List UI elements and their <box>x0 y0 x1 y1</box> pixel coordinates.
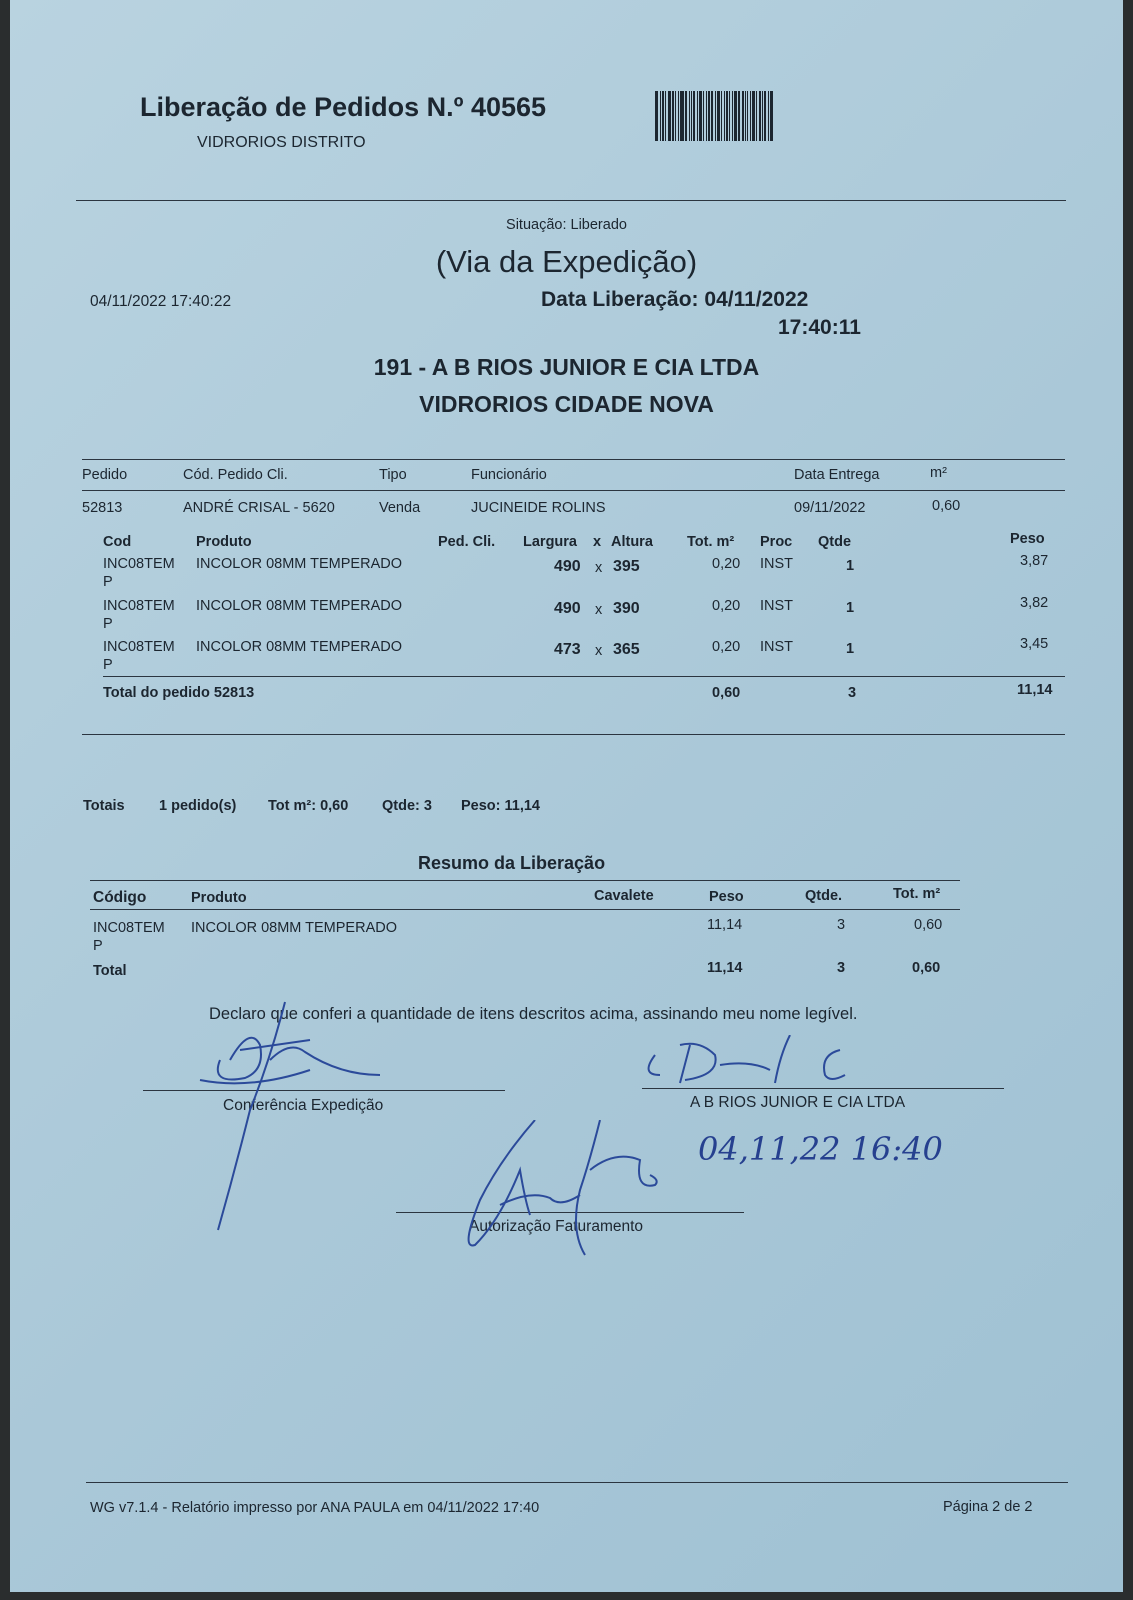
resumo-produto: INCOLOR 08MM TEMPERADO <box>191 920 397 936</box>
col-header-pedido: Pedido <box>82 467 128 483</box>
barcode-bar <box>678 91 679 141</box>
item-header-ped-cli: Ped. Cli. <box>438 534 496 550</box>
document-page <box>10 0 1123 1592</box>
item-header-produto: Produto <box>196 534 252 550</box>
resumo-header-peso: Peso <box>709 889 744 905</box>
pedido-m2: 0,60 <box>932 498 961 514</box>
barcode-bar <box>762 91 763 141</box>
resumo-total-label: Total <box>93 963 127 979</box>
situacao: Situação: Liberado <box>506 217 627 233</box>
pedido-numero: 52813 <box>82 500 123 516</box>
col-header-data-entrega: Data Entrega <box>794 467 880 483</box>
barcode <box>655 91 825 141</box>
footer-printed-by: WG v7.1.4 - Relatório impresso por ANA PAULA em 04/11/2022 17:40 <box>90 1500 540 1516</box>
pedido-funcionario: JUCINEIDE ROLINS <box>471 500 606 516</box>
item-header-cod: Cod <box>103 534 132 550</box>
item-peso: 3,87 <box>1020 553 1049 569</box>
resumo-tot-m2: 0,60 <box>914 917 943 933</box>
resumo-header-codigo: Código <box>93 889 147 906</box>
pedido-total-qtde: 3 <box>848 685 857 701</box>
barcode-bar <box>715 91 716 141</box>
item-x: x <box>595 560 603 576</box>
item-tot-m2: 0,20 <box>712 639 741 655</box>
item-produto: INCOLOR 08MM TEMPERADO <box>196 598 402 614</box>
col-header-m2: m² <box>930 465 947 481</box>
totais-qtde: Qtde: 3 <box>382 798 432 814</box>
barcode-bar <box>759 91 761 141</box>
barcode-bar <box>697 91 698 141</box>
barcode-bar <box>685 91 687 141</box>
totais-pedidos: 1 pedido(s) <box>159 798 237 814</box>
barcode-bar <box>724 91 725 141</box>
pedido-total-label: Total do pedido 52813 <box>103 685 255 701</box>
item-proc: INST <box>760 598 794 614</box>
barcode-bar <box>742 91 744 141</box>
signature-label-cliente: A B RIOS JUNIOR E CIA LTDA <box>690 1094 906 1111</box>
item-header-qtde: Qtde <box>818 534 852 550</box>
barcode-bar <box>655 91 658 141</box>
item-qtde: 1 <box>846 600 855 616</box>
item-tot-m2: 0,20 <box>712 556 741 572</box>
signature-conferencia <box>190 1000 390 1240</box>
barcode-bar <box>768 91 769 141</box>
data-liberacao: Data Liberação: 04/11/2022 <box>541 288 809 311</box>
signature-label-autorizacao: Autorização Faturamento <box>469 1218 644 1235</box>
item-altura: 365 <box>613 641 640 658</box>
item-header-proc: Proc <box>760 534 793 550</box>
declaracao-text: Declaro que conferi a quantidade de itens descritos acima, assinando meu nome legível. <box>209 1005 858 1023</box>
item-largura: 473 <box>554 641 581 658</box>
barcode-bar <box>732 91 733 141</box>
barcode-bar <box>699 91 702 141</box>
item-header-largura: Largura <box>523 534 577 550</box>
item-produto: INCOLOR 08MM TEMPERADO <box>196 556 402 572</box>
resumo-cod-cont: P <box>93 938 103 954</box>
item-peso: 3,45 <box>1020 636 1049 652</box>
barcode-bar <box>672 91 674 141</box>
totais-label: Totais <box>83 798 125 814</box>
pedido-total-peso: 11,14 <box>1017 682 1053 698</box>
barcode-bar <box>675 91 676 141</box>
company-name: VIDRORIOS DISTRITO <box>197 134 366 151</box>
handwritten-date: 04,11,22 16:40 <box>698 1130 943 1168</box>
resumo-header-cavalete: Cavalete <box>594 888 654 904</box>
report-title: Liberação de Pedidos N.º 40565 <box>140 92 547 122</box>
pedido-bottom-rule <box>82 734 1065 735</box>
printed-timestamp: 04/11/2022 17:40:22 <box>90 293 232 310</box>
barcode-bar <box>756 91 757 141</box>
item-cod: INC08TEM <box>103 598 175 614</box>
pedido-data-entrega: 09/11/2022 <box>794 500 866 516</box>
barcode-bar <box>708 91 710 141</box>
resumo-top-rule <box>90 880 960 881</box>
barcode-bar <box>752 91 755 141</box>
item-largura: 490 <box>554 558 581 575</box>
resumo-total-tot-m2: 0,60 <box>912 960 941 976</box>
item-peso: 3,82 <box>1020 595 1049 611</box>
loja-nome: VIDRORIOS CIDADE NOVA <box>419 391 714 417</box>
pedido-cod-cli: ANDRÉ CRISAL - 5620 <box>183 500 335 516</box>
barcode-bar <box>662 91 664 141</box>
item-produto: INCOLOR 08MM TEMPERADO <box>196 639 402 655</box>
signature-label-conferencia: Conferência Expedição <box>223 1097 384 1114</box>
item-tot-m2: 0,20 <box>712 598 741 614</box>
item-header-peso: Peso <box>1010 531 1045 547</box>
item-cod-cont: P <box>103 657 113 673</box>
footer-rule <box>86 1482 1068 1483</box>
signature-autorizacao <box>440 1120 670 1260</box>
resumo-qtde: 3 <box>837 917 846 933</box>
barcode-bar <box>660 91 661 141</box>
barcode-bar <box>770 91 773 141</box>
header-divider <box>76 200 1066 201</box>
item-x: x <box>595 602 603 618</box>
pedido-header-rule <box>82 490 1065 491</box>
barcode-bar <box>703 91 704 141</box>
barcode-bar <box>706 91 707 141</box>
item-header-tot-m2: Tot. m² <box>687 534 735 550</box>
via-label: (Via da Expedição) <box>435 244 698 279</box>
item-largura: 490 <box>554 600 581 617</box>
barcode-bar <box>668 91 671 141</box>
totais-m2: Tot m²: 0,60 <box>268 798 349 814</box>
resumo-title: Resumo da Liberação <box>418 853 606 873</box>
item-cod-cont: P <box>103 574 113 590</box>
resumo-header-qtde: Qtde. <box>805 888 843 904</box>
item-x: x <box>595 643 603 659</box>
barcode-bar <box>745 91 746 141</box>
signature-cliente <box>640 1035 870 1095</box>
totais-peso: Peso: 11,14 <box>461 798 540 814</box>
barcode-bar <box>665 91 666 141</box>
hora-liberacao: 17:40:11 <box>778 316 861 339</box>
footer-page-number: Página 2 de 2 <box>943 1499 1033 1515</box>
barcode-bar <box>729 91 730 141</box>
barcode-bar <box>750 91 751 141</box>
barcode-bar <box>689 91 690 141</box>
resumo-total-peso: 11,14 <box>707 960 743 976</box>
barcode-bar <box>726 91 728 141</box>
resumo-header-tot-m2: Tot. m² <box>893 886 941 902</box>
item-cod: INC08TEM <box>103 639 175 655</box>
barcode-bar <box>680 91 684 141</box>
item-cod: INC08TEM <box>103 556 175 572</box>
pedido-total-m2: 0,60 <box>712 685 741 701</box>
barcode-bar <box>693 91 695 141</box>
resumo-header-produto: Produto <box>191 890 247 906</box>
item-proc: INST <box>760 556 794 572</box>
barcode-bar <box>721 91 722 141</box>
barcode-bar <box>717 91 720 141</box>
barcode-bar <box>747 91 748 141</box>
pedido-top-rule <box>82 459 1065 460</box>
col-header-cod-pedido-cli: Cód. Pedido Cli. <box>183 467 288 483</box>
col-header-tipo: Tipo <box>379 467 407 483</box>
barcode-bar <box>691 91 692 141</box>
item-header-altura: Altura <box>611 534 653 550</box>
resumo-total-qtde: 3 <box>837 960 846 976</box>
item-altura: 390 <box>613 600 640 617</box>
resumo-peso: 11,14 <box>707 917 743 933</box>
resumo-cod: INC08TEM <box>93 920 165 936</box>
barcode-bar <box>734 91 737 141</box>
cliente-nome: 191 - A B RIOS JUNIOR E CIA LTDA <box>373 354 760 380</box>
item-proc: INST <box>760 639 794 655</box>
col-header-funcionario: Funcionário <box>471 467 547 483</box>
item-cod-cont: P <box>103 616 113 632</box>
pedido-tipo: Venda <box>379 500 421 516</box>
barcode-bar <box>711 91 713 141</box>
items-total-rule <box>103 676 1065 677</box>
item-altura: 395 <box>613 558 640 575</box>
resumo-header-rule <box>90 909 960 910</box>
item-header-x: x <box>593 534 602 550</box>
item-qtde: 1 <box>846 641 855 657</box>
item-qtde: 1 <box>846 558 855 574</box>
barcode-bar <box>738 91 740 141</box>
barcode-bar <box>764 91 766 141</box>
